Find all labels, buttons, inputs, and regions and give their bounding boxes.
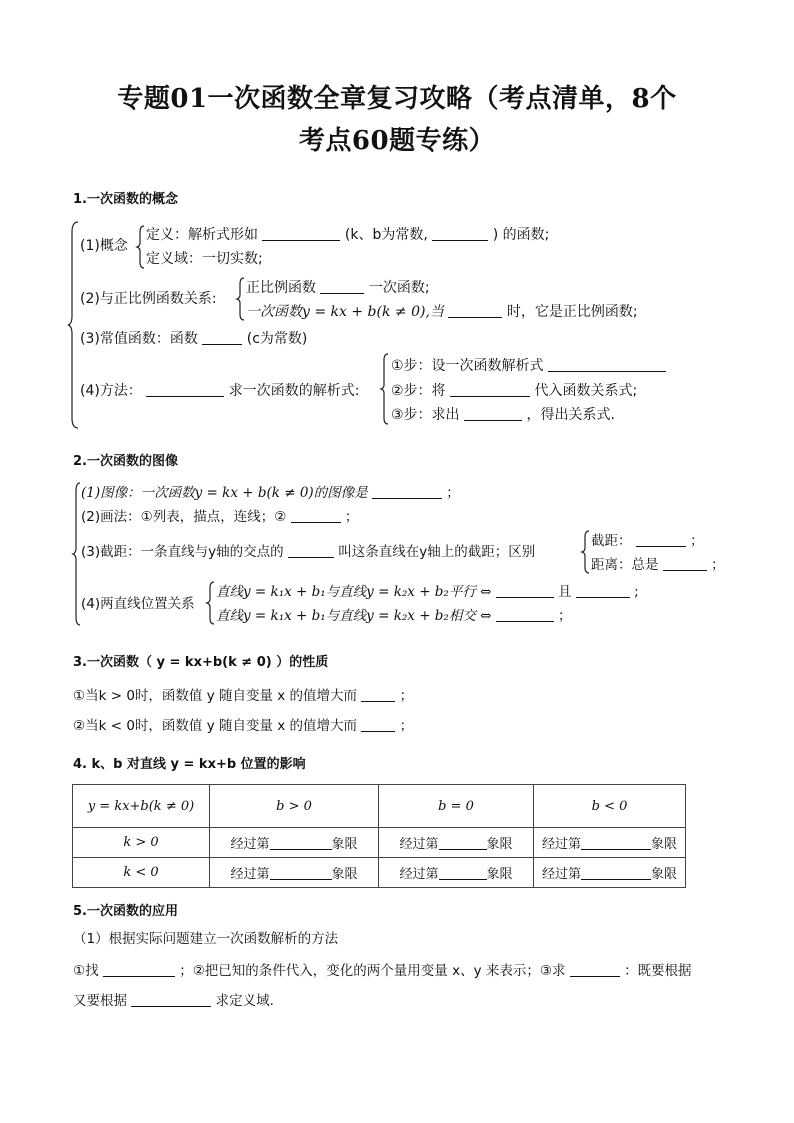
s1-relation-text-b1: 一次函数y = kx + b(k ≠ 0),当: [246, 304, 444, 320]
table-row-label: k > 0: [73, 828, 210, 858]
table-header-cell: y = kx+b(k ≠ 0): [73, 785, 210, 828]
table-row: [73, 858, 686, 888]
s1-definition-line: [146, 226, 549, 244]
s5-line-2: [73, 992, 274, 1010]
s2-image-text: (1)图像：一次函数y = kx + b(k ≠ 0)的图像是: [81, 485, 368, 501]
s5-line-1-text-b: ；②把已知的条件代入，变化的两个量用变量 x、y 来表示；③求: [179, 963, 566, 979]
s2-parallel-blank-2: [576, 583, 630, 598]
s1-constant-text-b: (c为常数): [246, 331, 308, 347]
s1-concept-brace: [136, 224, 146, 270]
s1-method-text-a: (4)方法：: [80, 383, 142, 399]
s2-intersect-end: ；: [558, 608, 572, 624]
s1-relation-line-1: [246, 279, 430, 297]
s2-parallel-text: 直线y = k₁x + b₁与直线y = k₂x + b₂平行 ⇔: [216, 584, 492, 600]
s3-line-2-end: ；: [399, 718, 414, 734]
s1-definition-text-c: ) 的函数;: [492, 227, 550, 243]
s2-intercept-def-blank: [636, 532, 686, 547]
s2-draw-text: (2)画法：①列表，描点，连线；②: [81, 509, 287, 525]
table-cell-blank: [270, 865, 332, 880]
s1-step-2-blank: [450, 382, 530, 397]
s1-step-3-blank: [464, 406, 522, 421]
s2-two-lines-label: (4)两直线位置关系: [81, 596, 195, 612]
s1-definition-text-b: (k、b为常数,: [344, 227, 428, 243]
s2-parallel-end: ;: [634, 584, 639, 600]
s2-intercept-text-a: (3)截距：一条直线与y轴的交点的: [81, 544, 284, 560]
section-1-heading: 1.一次函数的概念: [73, 192, 178, 207]
table-cell: 经过第 象限: [379, 858, 534, 888]
s2-intersect-line: [216, 607, 572, 625]
table-header-row: [73, 785, 686, 828]
section-4-heading: 4. k、b 对直线 y = kx+b 位置的影响: [73, 757, 306, 772]
s1-definition-blank-2: [432, 226, 488, 241]
s1-step-3: [391, 406, 615, 424]
table-header-cell: b < 0: [534, 785, 686, 828]
s2-intersect-blank: [496, 607, 554, 622]
s2-distance-def-blank: [663, 556, 707, 571]
s5-line-2-text-a: 又要根据: [73, 993, 127, 1009]
s2-intercept-def-end: ；: [690, 533, 704, 549]
section-2-heading: 2.一次函数的图像: [73, 454, 178, 469]
s5-line-1-blank-2: [570, 962, 620, 977]
s3-line-1-blank: [361, 687, 395, 702]
s5-line-1: [73, 962, 692, 980]
kb-position-table: [72, 784, 686, 888]
s1-concept-label: (1)概念: [80, 238, 128, 254]
page-title-line-1: 专题01一次函数全章复习攻略（考点清单，8个: [117, 84, 677, 114]
s1-step-2-text-b: 代入函数关系式;: [534, 383, 638, 399]
s2-intercept-brace: [581, 529, 591, 575]
s2-intercept-text-b: 叫这条直线在y轴上的截距；区别: [338, 544, 536, 560]
s3-line-2: [73, 717, 413, 735]
s2-parallel-line: [216, 583, 639, 601]
table-cell-blank: [581, 865, 651, 880]
s2-intercept-blank: [288, 543, 334, 558]
section-3-heading: 3.一次函数（ y = kx+b(k ≠ 0) ）的性质: [73, 655, 329, 670]
table-cell: 经过第 象限: [210, 828, 379, 858]
s1-relation-blank-1: [320, 279, 364, 294]
s1-step-1-text: ①步：设一次函数解析式: [391, 358, 544, 374]
s1-definition-text-a: 定义：解析式形如: [146, 227, 258, 243]
table-cell: 经过第 象限: [534, 858, 686, 888]
s2-distance-def-end: ；: [711, 557, 725, 573]
s1-relation-text-a2: 一次函数;: [368, 280, 430, 296]
table-cell-blank: [270, 835, 332, 850]
s2-image-end: ；: [446, 485, 460, 501]
s2-intercept-def-text: 截距：: [591, 533, 632, 549]
table-cell: 经过第 象限: [379, 828, 534, 858]
table-cell-blank: [439, 835, 487, 850]
s1-relation-blank-2: [448, 303, 502, 318]
s2-parallel-blank-1: [496, 583, 554, 598]
s1-step-1-blank: [548, 357, 666, 372]
s3-line-1: [73, 687, 413, 705]
s1-relation-brace: [236, 276, 246, 322]
s2-distance-def-text: 距离：总是: [591, 557, 659, 573]
table-cell: 经过第 象限: [210, 858, 379, 888]
s1-relation-label: (2)与正比例函数关系:: [80, 291, 217, 307]
s1-definition-blank-1: [262, 226, 340, 241]
s3-line-1-end: ；: [399, 688, 414, 704]
s3-line-2-text: ②当k < 0时，函数值 y 随自变量 x 的值增大而: [73, 718, 358, 734]
s1-step-1: [391, 357, 666, 375]
s2-two-lines-brace: [206, 580, 216, 626]
s3-line-2-blank: [361, 717, 395, 732]
s3-line-1-text: ①当k > 0时，函数值 y 随自变量 x 的值增大而: [73, 688, 358, 704]
page-title-line-2: 考点60题专练）: [298, 126, 496, 156]
s5-subheading: （1）根据实际问题建立一次函数解析的方法: [73, 931, 339, 947]
table-header-cell: b = 0: [379, 785, 534, 828]
table-cell-blank: [581, 835, 651, 850]
s1-relation-text-a1: 正比例函数: [246, 280, 316, 296]
s2-draw-end: ；: [344, 509, 359, 525]
s1-method-brace: [380, 352, 390, 426]
s1-constant-text-a: (3)常值函数：函数: [80, 331, 198, 347]
s1-step-3-text-a: ③步：求出: [391, 407, 460, 423]
s5-line-2-text-b: 求定义域.: [215, 993, 274, 1009]
s2-draw-blank: [291, 508, 341, 523]
s2-intersect-text: 直线y = k₁x + b₁与直线y = k₂x + b₂相交 ⇔: [216, 608, 492, 624]
s1-step-3-text-b: ，得出关系式.: [526, 407, 615, 423]
s1-method-line: [80, 382, 359, 400]
s2-draw-line: [81, 508, 358, 526]
s2-image-line: [81, 484, 460, 502]
s1-method-text-b: 求一次函数的解析式:: [228, 383, 360, 399]
table-cell-blank: [439, 865, 487, 880]
s5-line-2-blank: [131, 992, 211, 1007]
table-cell: 经过第 象限: [534, 828, 686, 858]
s1-relation-line-2: [246, 303, 638, 321]
s1-step-2-text-a: ②步：将: [391, 383, 446, 399]
s5-line-1-text-a: ①找: [73, 963, 99, 979]
s1-constant-blank: [202, 330, 242, 345]
s1-step-2: [391, 382, 637, 400]
s5-line-1-text-c: ：既要根据: [624, 963, 692, 979]
s1-domain-line: 定义域：一切实数;: [146, 251, 263, 267]
s2-intercept-def: [591, 532, 704, 550]
s1-constant-line: [80, 330, 307, 348]
s1-relation-text-b2: 时，它是正比例函数;: [506, 304, 638, 320]
s5-line-1-blank-1: [103, 962, 175, 977]
s2-parallel-and: 且: [558, 584, 572, 600]
section-5-heading: 5.一次函数的应用: [73, 904, 178, 919]
s2-image-blank: [372, 484, 442, 499]
s2-intercept-line: [81, 543, 535, 561]
table-row: [73, 828, 686, 858]
table-header-cell: b > 0: [210, 785, 379, 828]
s2-distance-def: [591, 556, 725, 574]
s1-method-blank: [146, 382, 224, 397]
table-row-label: k < 0: [73, 858, 210, 888]
